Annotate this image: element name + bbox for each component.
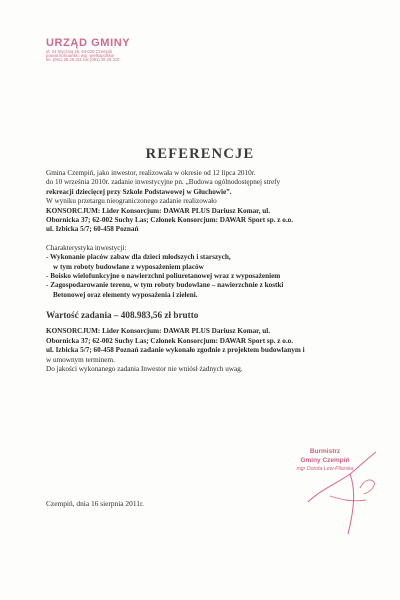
consortium-line: ul. Izbicka 5/7; 60-458 Poznań [46,225,139,234]
spacer [46,235,376,244]
characteristics-item: Betonowej oraz elementy wyposażenia i zieleni. [53,290,198,299]
closing-line-text: ul. Izbicka 5/7; 60-458 Poznań zadanie wykonało zgodnie z projektem budowlanym i [46,346,305,355]
closing-consortium-line: Obornicka 37; 62-002 Suchy Las; Członek Konsorcjum: DAWAR Sport sp. z o.o. [46,336,294,345]
place-and-date: Czempiń, dnia 16 sierpnia 2011r. [46,499,144,508]
document-title: REFERENCJE [145,146,255,162]
intro-line: do 10 września 2010r. zadanie inwestycyjne pn. „Budowa ogólnodostępnej strefy [46,178,281,187]
characteristics-header: Charakterystyka inwestycji: [46,243,127,252]
document-body [46,169,376,374]
signature-office: Gminy Czempiń [300,457,350,464]
signature-name: mgr Dorota Lew-Pilarska [296,466,354,472]
mayor-signature-stamp [270,447,380,474]
stamp-title: URZĄD GMINY [46,37,131,49]
closing-line: Do jakości wykonanego zadania Inwestor nie wniósł żadnych uwag. [46,364,243,373]
characteristics-item: - Boisko wielofunkcyjne o nawierzchni poliuretanowej wraz z wyposażeniem [46,272,281,281]
characteristics-item: w tym roboty budowlane z wyposażeniem placów [53,262,204,271]
characteristics-item: - Zagospodarowanie terenu, w tym roboty budowlane – nawierzchnie z kostki [46,281,284,290]
intro-line: W wyniku przetargu nieograniczonego zadanie realizowało [46,197,217,206]
characteristics-item: - Wykonanie placów zabaw dla dzieci młodszych i starszych, [46,253,231,262]
closing-line [46,346,376,355]
consortium-line: Obornicka 37; 62-002 Suchy Las; Członek Konsorcjum: DAWAR Sport sp. z o.o. [46,216,294,225]
consortium-line: KONSORCJUM: Lider Konsorcjum: DAWAR PLUS Dariusz Komar, ul. [46,206,271,215]
intro-line-project-name: rekreacji dziecięcej przy Szkole Podstawowej w Głuchowie”. [46,187,232,196]
closing-line: w umownym terminem. [46,355,115,364]
contract-value: Wartość zadania – 408.983,56 zł brutto [46,310,199,321]
intro-line: Gmina Czempiń, jako inwestor, realizowała w okresie od 12 lipca 2010r. [46,169,256,177]
stamp-address-line: ul. 24 Stycznia 25, 64-020 Czempiń [46,48,113,54]
signature-title: Burmistrz [309,448,341,455]
closing-consortium-line: KONSORCJUM: Lider Konsorcjum: DAWAR PLUS Dariusz Komar, ul. [46,327,271,336]
municipal-office-stamp [46,38,146,63]
stamp-address-line: tel. (061) 28 26 311 fax (061) 28 26 310 [46,57,120,63]
spacer [46,300,376,309]
stamp-address-line: powiat kościański, woj. wielkopolskie [46,52,115,58]
